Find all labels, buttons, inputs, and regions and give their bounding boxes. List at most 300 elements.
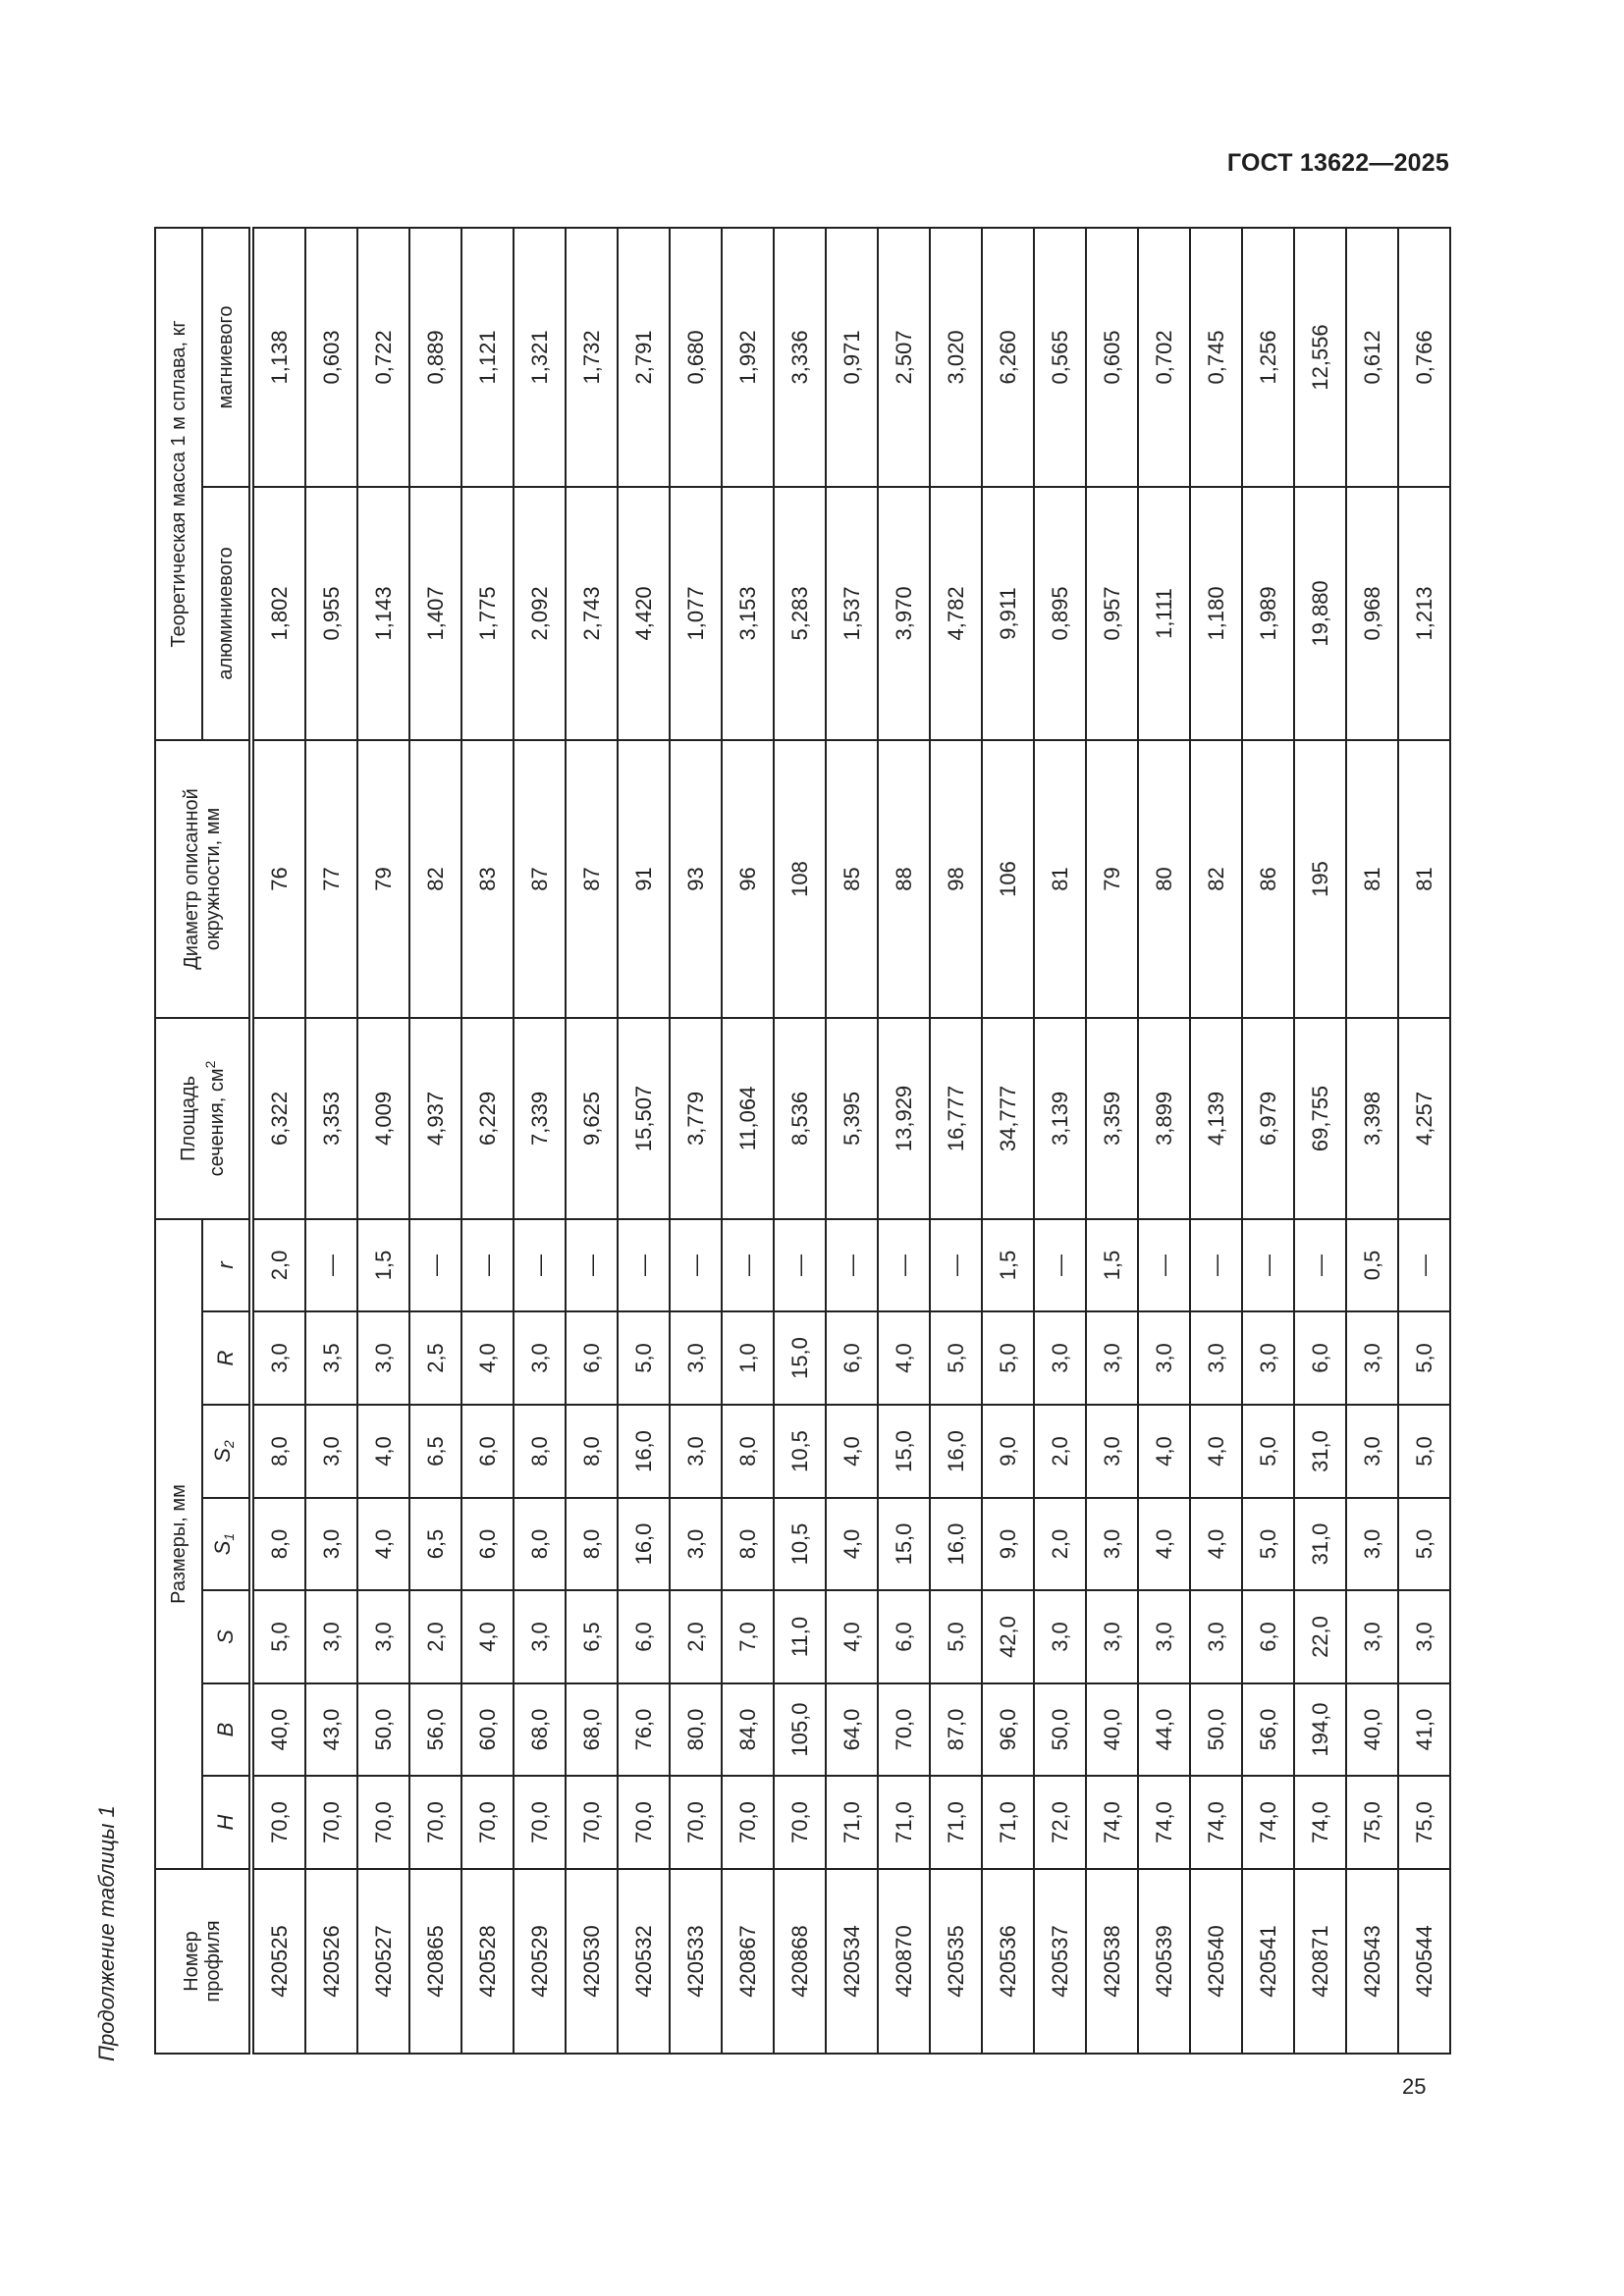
cell-B: 60,0 (461, 1683, 514, 1776)
cell-mass-al: 5,283 (774, 487, 826, 740)
cell-S1: 16,0 (618, 1498, 670, 1590)
table-row (930, 228, 982, 2054)
cell-mass-mg: 1,321 (514, 228, 566, 487)
cell-S2: 2,0 (1034, 1405, 1086, 1498)
cell-S1: 4,0 (357, 1498, 409, 1590)
cell-S: 2,0 (409, 1590, 461, 1683)
cell-R: 5,0 (930, 1311, 982, 1405)
cell-profile: 420867 (722, 1869, 774, 2054)
cell-mass-al: 1,213 (1398, 487, 1450, 740)
cell-S: 6,0 (878, 1590, 930, 1683)
header-area-line1: Площадь (177, 1075, 199, 1161)
cell-B: 40,0 (251, 1683, 305, 1776)
cell-R: 6,0 (1294, 1311, 1346, 1405)
cell-profile: 420532 (618, 1869, 670, 2054)
cell-H: 74,0 (1190, 1776, 1242, 1869)
table-row (1242, 228, 1294, 2054)
cell-diameter: 80 (1138, 740, 1190, 1018)
cell-S: 3,0 (514, 1590, 566, 1683)
cell-H: 74,0 (1086, 1776, 1138, 1869)
cell-B: 96,0 (982, 1683, 1034, 1776)
cell-S: 4,0 (461, 1590, 514, 1683)
cell-profile: 420868 (774, 1869, 826, 2054)
cell-S2: 8,0 (722, 1405, 774, 1498)
cell-profile: 420529 (514, 1869, 566, 2054)
cell-profile: 420544 (1398, 1869, 1450, 2054)
cell-r: — (461, 1219, 514, 1311)
cell-S2: 5,0 (1398, 1405, 1450, 1498)
cell-B: 40,0 (1086, 1683, 1138, 1776)
table-row (826, 228, 878, 2054)
cell-diameter: 106 (982, 740, 1034, 1018)
cell-S2: 8,0 (514, 1405, 566, 1498)
cell-mass-al: 19,880 (1294, 487, 1346, 740)
cell-R: 3,0 (1034, 1311, 1086, 1405)
cell-S1: 3,0 (670, 1498, 722, 1590)
cell-profile: 420528 (461, 1869, 514, 2054)
cell-S1: 8,0 (722, 1498, 774, 1590)
cell-S2: 3,0 (1086, 1405, 1138, 1498)
cell-mass-mg: 1,121 (461, 228, 514, 487)
cell-S: 5,0 (930, 1590, 982, 1683)
cell-R: 5,0 (982, 1311, 1034, 1405)
cell-B: 87,0 (930, 1683, 982, 1776)
cell-mass-mg: 0,702 (1138, 228, 1190, 487)
header-area-line2: сечения, см (205, 1068, 228, 1177)
cell-area: 8,536 (774, 1018, 826, 1219)
cell-diameter: 93 (670, 740, 722, 1018)
cell-R: 4,0 (878, 1311, 930, 1405)
cell-area: 4,139 (1190, 1018, 1242, 1219)
cell-area: 5,395 (826, 1018, 878, 1219)
cell-r: 2,0 (251, 1219, 305, 1311)
cell-r: — (1034, 1219, 1086, 1311)
cell-S1: 6,5 (409, 1498, 461, 1590)
cell-S2: 5,0 (1242, 1405, 1294, 1498)
header-R: R (202, 1311, 251, 1405)
table-row (774, 228, 826, 2054)
table-row (1034, 228, 1086, 2054)
cell-H: 70,0 (566, 1776, 618, 1869)
cell-S: 6,5 (566, 1590, 618, 1683)
cell-area: 3,899 (1138, 1018, 1190, 1219)
cell-mass-al: 0,895 (1034, 487, 1086, 740)
cell-area: 6,229 (461, 1018, 514, 1219)
cell-S: 22,0 (1294, 1590, 1346, 1683)
cell-S1: 16,0 (930, 1498, 982, 1590)
cell-H: 70,0 (670, 1776, 722, 1869)
cell-profile: 420871 (1294, 1869, 1346, 2054)
cell-S: 2,0 (670, 1590, 722, 1683)
cell-r: 1,5 (982, 1219, 1034, 1311)
table-row (251, 228, 305, 2054)
cell-mass-mg: 1,256 (1242, 228, 1294, 487)
cell-profile: 420870 (878, 1869, 930, 2054)
cell-area: 15,507 (618, 1018, 670, 1219)
cell-profile: 420533 (670, 1869, 722, 2054)
cell-S1: 10,5 (774, 1498, 826, 1590)
cell-mass-al: 1,989 (1242, 487, 1294, 740)
cell-S: 3,0 (305, 1590, 357, 1683)
cell-H: 70,0 (251, 1776, 305, 1869)
cell-profile: 420538 (1086, 1869, 1138, 2054)
table-row (722, 228, 774, 2054)
cell-mass-al: 1,077 (670, 487, 722, 740)
cell-B: 68,0 (514, 1683, 566, 1776)
cell-area: 16,777 (930, 1018, 982, 1219)
table-row (305, 228, 357, 2054)
cell-S1: 8,0 (251, 1498, 305, 1590)
cell-S2: 9,0 (982, 1405, 1034, 1498)
cell-profile: 420536 (982, 1869, 1034, 2054)
header-S1-sub: 1 (221, 1532, 237, 1541)
cell-diameter: 85 (826, 740, 878, 1018)
cell-area: 3,779 (670, 1018, 722, 1219)
cell-S2: 8,0 (566, 1405, 618, 1498)
table-row (982, 228, 1034, 2054)
cell-H: 70,0 (461, 1776, 514, 1869)
cell-area: 3,139 (1034, 1018, 1086, 1219)
cell-mass-mg: 3,020 (930, 228, 982, 487)
cell-S2: 31,0 (1294, 1405, 1346, 1498)
cell-H: 71,0 (826, 1776, 878, 1869)
cell-H: 70,0 (618, 1776, 670, 1869)
cell-r: — (670, 1219, 722, 1311)
cell-mass-mg: 0,565 (1034, 228, 1086, 487)
cell-r: — (878, 1219, 930, 1311)
cell-mass-mg: 0,605 (1086, 228, 1138, 487)
cell-B: 194,0 (1294, 1683, 1346, 1776)
cell-S2: 6,5 (409, 1405, 461, 1498)
cell-H: 70,0 (722, 1776, 774, 1869)
cell-R: 2,5 (409, 1311, 461, 1405)
cell-area: 3,398 (1346, 1018, 1398, 1219)
cell-R: 3,0 (670, 1311, 722, 1405)
rotated-table-container (154, 229, 1436, 2055)
document-code: ГОСТ 13622—2025 (1226, 149, 1449, 177)
cell-mass-mg: 2,507 (878, 228, 930, 487)
cell-H: 71,0 (982, 1776, 1034, 1869)
header-S1 (202, 1498, 251, 1590)
cell-diameter: 83 (461, 740, 514, 1018)
cell-area: 4,257 (1398, 1018, 1450, 1219)
cell-S1: 8,0 (566, 1498, 618, 1590)
cell-profile: 420526 (305, 1869, 357, 2054)
cell-r: — (409, 1219, 461, 1311)
cell-diameter: 77 (305, 740, 357, 1018)
cell-R: 15,0 (774, 1311, 826, 1405)
cell-mass-al: 3,970 (878, 487, 930, 740)
cell-H: 75,0 (1346, 1776, 1398, 1869)
cell-r: — (618, 1219, 670, 1311)
cell-H: 72,0 (1034, 1776, 1086, 1869)
cell-S: 3,0 (1398, 1590, 1450, 1683)
cell-r: — (1138, 1219, 1190, 1311)
table-row (566, 228, 618, 2054)
cell-r: — (826, 1219, 878, 1311)
cell-mass-mg: 2,791 (618, 228, 670, 487)
cell-S: 42,0 (982, 1590, 1034, 1683)
cell-B: 56,0 (1242, 1683, 1294, 1776)
header-S2 (202, 1405, 251, 1498)
cell-profile: 420539 (1138, 1869, 1190, 2054)
cell-mass-mg: 3,336 (774, 228, 826, 487)
cell-B: 44,0 (1138, 1683, 1190, 1776)
table-row (461, 228, 514, 2054)
cell-area: 4,937 (409, 1018, 461, 1219)
cell-S: 3,0 (1086, 1590, 1138, 1683)
table-row (1346, 228, 1398, 2054)
cell-S1: 4,0 (826, 1498, 878, 1590)
cell-area: 11,064 (722, 1018, 774, 1219)
cell-H: 70,0 (357, 1776, 409, 1869)
cell-B: 43,0 (305, 1683, 357, 1776)
cell-S2: 4,0 (357, 1405, 409, 1498)
header-diameter-line2: окружности, мм (202, 807, 224, 951)
cell-B: 50,0 (1190, 1683, 1242, 1776)
cell-S2: 10,5 (774, 1405, 826, 1498)
cell-R: 3,0 (1086, 1311, 1138, 1405)
cell-profile: 420525 (251, 1869, 305, 2054)
cell-R: 3,0 (251, 1311, 305, 1405)
cell-diameter: 96 (722, 740, 774, 1018)
cell-profile: 420535 (930, 1869, 982, 2054)
cell-area: 4,009 (357, 1018, 409, 1219)
cell-H: 70,0 (774, 1776, 826, 1869)
cell-mass-al: 4,420 (618, 487, 670, 740)
cell-R: 3,0 (1190, 1311, 1242, 1405)
cell-S: 3,0 (1034, 1590, 1086, 1683)
cell-B: 40,0 (1346, 1683, 1398, 1776)
cell-S1: 31,0 (1294, 1498, 1346, 1590)
header-S: S (202, 1590, 251, 1683)
cell-mass-mg: 1,732 (566, 228, 618, 487)
cell-S: 3,0 (1346, 1590, 1398, 1683)
cell-S2: 3,0 (670, 1405, 722, 1498)
header-area-sup: 2 (201, 1060, 218, 1069)
cell-H: 74,0 (1138, 1776, 1190, 1869)
cell-area: 6,322 (251, 1018, 305, 1219)
cell-diameter: 81 (1346, 740, 1398, 1018)
header-dimensions: Размеры, мм (155, 1219, 202, 1869)
cell-area: 69,755 (1294, 1018, 1346, 1219)
cell-diameter: 76 (251, 740, 305, 1018)
cell-S: 5,0 (251, 1590, 305, 1683)
cell-area: 13,929 (878, 1018, 930, 1219)
cell-diameter: 79 (357, 740, 409, 1018)
cell-H: 70,0 (305, 1776, 357, 1869)
table-row (1086, 228, 1138, 2054)
table-row (670, 228, 722, 2054)
cell-area: 3,359 (1086, 1018, 1138, 1219)
cell-S: 3,0 (1138, 1590, 1190, 1683)
cell-mass-al: 9,911 (982, 487, 1034, 740)
cell-B: 68,0 (566, 1683, 618, 1776)
cell-mass-mg: 0,722 (357, 228, 409, 487)
cell-mass-mg: 0,766 (1398, 228, 1450, 487)
cell-S1: 9,0 (982, 1498, 1034, 1590)
table-row (1190, 228, 1242, 2054)
cell-S1: 3,0 (1346, 1498, 1398, 1590)
cell-S1: 4,0 (1138, 1498, 1190, 1590)
cell-S1: 3,0 (1086, 1498, 1138, 1590)
cell-B: 50,0 (357, 1683, 409, 1776)
cell-S1: 15,0 (878, 1498, 930, 1590)
cell-S2: 16,0 (930, 1405, 982, 1498)
cell-S: 6,0 (618, 1590, 670, 1683)
cell-mass-al: 3,153 (722, 487, 774, 740)
cell-S2: 6,0 (461, 1405, 514, 1498)
table-row (1294, 228, 1346, 2054)
cell-B: 41,0 (1398, 1683, 1450, 1776)
cell-B: 84,0 (722, 1683, 774, 1776)
cell-R: 3,0 (1346, 1311, 1398, 1405)
cell-mass-al: 0,955 (305, 487, 357, 740)
cell-profile: 420865 (409, 1869, 461, 2054)
table-row (409, 228, 461, 2054)
cell-R: 1,0 (722, 1311, 774, 1405)
cell-diameter: 82 (1190, 740, 1242, 1018)
cell-S2: 4,0 (1138, 1405, 1190, 1498)
cell-R: 3,0 (357, 1311, 409, 1405)
cell-diameter: 81 (1398, 740, 1450, 1018)
table-caption: Продолжение таблицы 1 (94, 1805, 119, 2061)
cell-S1: 2,0 (1034, 1498, 1086, 1590)
cell-mass-al: 2,743 (566, 487, 618, 740)
table-row (1398, 228, 1450, 2054)
cell-S1: 5,0 (1242, 1498, 1294, 1590)
cell-B: 50,0 (1034, 1683, 1086, 1776)
cell-mass-mg: 0,889 (409, 228, 461, 487)
cell-H: 75,0 (1398, 1776, 1450, 1869)
header-profile-no: Номер профиля (155, 1869, 251, 2054)
cell-mass-mg: 12,556 (1294, 228, 1346, 487)
table-row (514, 228, 566, 2054)
cell-R: 4,0 (461, 1311, 514, 1405)
cell-profile: 420540 (1190, 1869, 1242, 2054)
cell-R: 3,0 (514, 1311, 566, 1405)
table-body (251, 228, 1450, 2054)
cell-mass-al: 1,143 (357, 487, 409, 740)
cell-mass-mg: 1,138 (251, 228, 305, 487)
cell-r: — (722, 1219, 774, 1311)
cell-profile: 420527 (357, 1869, 409, 2054)
cell-mass-al: 1,180 (1190, 487, 1242, 740)
cell-B: 105,0 (774, 1683, 826, 1776)
cell-mass-mg: 0,603 (305, 228, 357, 487)
cell-r: — (1294, 1219, 1346, 1311)
cell-R: 3,0 (1138, 1311, 1190, 1405)
cell-B: 56,0 (409, 1683, 461, 1776)
cell-S2: 8,0 (251, 1405, 305, 1498)
cell-r: — (1242, 1219, 1294, 1311)
cell-diameter: 91 (618, 740, 670, 1018)
cell-r: — (566, 1219, 618, 1311)
cell-B: 64,0 (826, 1683, 878, 1776)
table-row (878, 228, 930, 2054)
profiles-table (154, 227, 1451, 2055)
table-row (357, 228, 409, 2054)
cell-diameter: 87 (566, 740, 618, 1018)
cell-S2: 16,0 (618, 1405, 670, 1498)
cell-mass-al: 2,092 (514, 487, 566, 740)
header-diameter-line1: Диаметр описанной (181, 788, 202, 970)
cell-diameter: 195 (1294, 740, 1346, 1018)
cell-S1: 4,0 (1190, 1498, 1242, 1590)
cell-r: — (774, 1219, 826, 1311)
header-H: H (202, 1776, 251, 1869)
cell-area: 7,339 (514, 1018, 566, 1219)
cell-area: 34,777 (982, 1018, 1034, 1219)
cell-S1: 8,0 (514, 1498, 566, 1590)
page-number: 25 (1402, 2074, 1427, 2099)
cell-mass-mg: 0,971 (826, 228, 878, 487)
cell-B: 70,0 (878, 1683, 930, 1776)
cell-mass-mg: 1,992 (722, 228, 774, 487)
cell-diameter: 98 (930, 740, 982, 1018)
cell-profile: 420543 (1346, 1869, 1398, 2054)
table-row (1138, 228, 1190, 2054)
cell-S1: 3,0 (305, 1498, 357, 1590)
cell-profile: 420541 (1242, 1869, 1294, 2054)
header-mass-al: алюминиевого (202, 487, 251, 740)
header-S1-base: S (210, 1540, 235, 1556)
cell-diameter: 88 (878, 740, 930, 1018)
cell-H: 74,0 (1294, 1776, 1346, 1869)
cell-mass-al: 1,111 (1138, 487, 1190, 740)
cell-R: 3,0 (1242, 1311, 1294, 1405)
cell-B: 76,0 (618, 1683, 670, 1776)
cell-H: 74,0 (1242, 1776, 1294, 1869)
cell-H: 70,0 (514, 1776, 566, 1869)
cell-mass-mg: 0,745 (1190, 228, 1242, 487)
cell-r: — (930, 1219, 982, 1311)
cell-r: — (1398, 1219, 1450, 1311)
cell-mass-mg: 6,260 (982, 228, 1034, 487)
table-row (618, 228, 670, 2054)
cell-diameter: 86 (1242, 740, 1294, 1018)
cell-mass-mg: 0,612 (1346, 228, 1398, 487)
cell-S: 3,0 (1190, 1590, 1242, 1683)
cell-mass-al: 0,968 (1346, 487, 1398, 740)
cell-r: — (1190, 1219, 1242, 1311)
header-area (155, 1018, 251, 1219)
cell-r: — (305, 1219, 357, 1311)
cell-S: 7,0 (722, 1590, 774, 1683)
cell-mass-al: 1,775 (461, 487, 514, 740)
cell-H: 71,0 (930, 1776, 982, 1869)
cell-mass-al: 1,537 (826, 487, 878, 740)
cell-S2: 3,0 (305, 1405, 357, 1498)
header-r: r (202, 1219, 251, 1311)
cell-diameter: 82 (409, 740, 461, 1018)
cell-diameter: 81 (1034, 740, 1086, 1018)
cell-mass-al: 1,407 (409, 487, 461, 740)
cell-profile: 420534 (826, 1869, 878, 2054)
cell-profile: 420530 (566, 1869, 618, 2054)
cell-mass-al: 0,957 (1086, 487, 1138, 740)
cell-S1: 6,0 (461, 1498, 514, 1590)
header-mass: Теоретическая масса 1 м сплава, кг (155, 228, 202, 740)
header-S2-sub: 2 (221, 1440, 237, 1449)
cell-S1: 5,0 (1398, 1498, 1450, 1590)
cell-r: 1,5 (1086, 1219, 1138, 1311)
cell-S: 4,0 (826, 1590, 878, 1683)
cell-R: 5,0 (618, 1311, 670, 1405)
cell-profile: 420537 (1034, 1869, 1086, 2054)
cell-R: 6,0 (566, 1311, 618, 1405)
header-mass-mg: магниевого (202, 228, 251, 487)
